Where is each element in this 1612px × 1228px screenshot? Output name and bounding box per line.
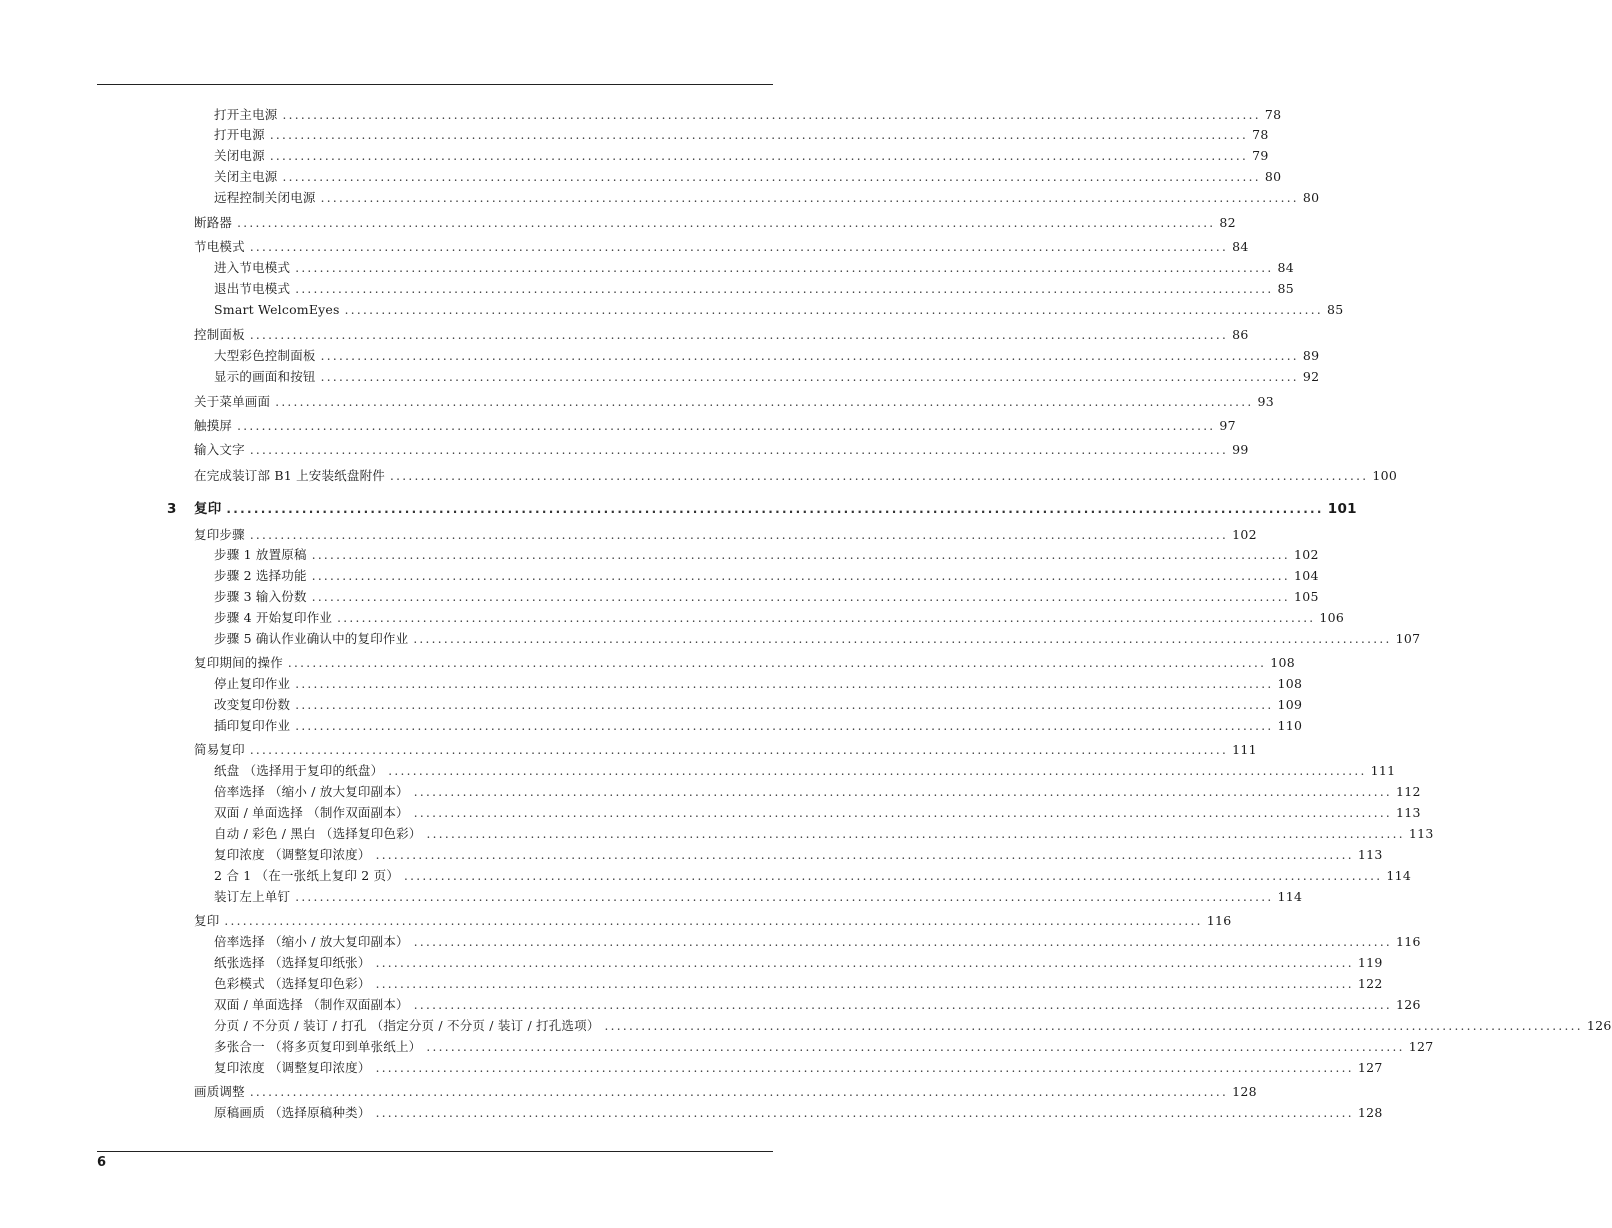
toc-entry-page: 114 [1277, 889, 1303, 904]
toc-entry-page: 86 [1232, 327, 1249, 342]
toc-subsection-entry[interactable] [214, 190, 1320, 206]
toc-entry-page: 128 [1357, 1105, 1383, 1120]
toc-subsection-entry[interactable] [214, 805, 1421, 821]
toc-subsection-entry[interactable] [214, 1039, 1434, 1055]
toc-entry-page: 127 [1408, 1039, 1434, 1054]
toc-entry-page: 105 [1294, 589, 1319, 604]
toc-subsection-entry[interactable] [214, 847, 1383, 863]
toc-leader-dots: ................................................................................................................................................................ [269, 149, 1249, 163]
toc-entry-title: 步骤 2 选择功能 [214, 568, 307, 583]
toc-entry-title: 输入文字 [194, 442, 245, 457]
toc-entry-page: 79 [1252, 148, 1269, 163]
toc-leader-dots: ................................................................................................................................................................ [287, 656, 1267, 670]
toc-entry-title: 触摸屏 [194, 418, 233, 433]
toc-entry-title: 远程控制关闭电源 [214, 190, 316, 205]
toc-subsection-entry[interactable] [214, 568, 1319, 584]
toc-leader-dots: ................................................................................................................................................................ [388, 764, 1367, 778]
toc-entry-page: 92 [1302, 369, 1320, 384]
toc-entry-page: 102 [1294, 547, 1319, 562]
toc-subsection-entry[interactable] [214, 127, 1269, 143]
toc-subsection-entry[interactable] [214, 148, 1269, 164]
chapter-number: 3 [167, 501, 177, 517]
toc-subsection-entry[interactable] [214, 718, 1303, 734]
toc-leader-dots: ................................................................................................................................................................ [249, 743, 1229, 757]
toc-subsection-entry[interactable] [214, 868, 1412, 884]
toc-entry-title: 步骤 1 放置原稿 [214, 547, 307, 562]
toc-leader-dots: ................................................................................................................................................................ [320, 370, 1299, 384]
toc-entry-page: 113 [1396, 805, 1421, 820]
toc-entry-page: 108 [1277, 676, 1303, 691]
toc-leader-dots: ................................................................................................................................................................ [311, 548, 1291, 562]
toc-leader-dots: ................................................................................................................................................................ [237, 419, 1216, 433]
toc-section-entry[interactable] [194, 527, 1257, 543]
toc-entry-title: 停止复印作业 [214, 676, 291, 691]
toc-entry-title: 复印浓度 （调整复印浓度） [214, 847, 371, 862]
toc-leader-dots: ................................................................................................................................................................ [295, 261, 1274, 275]
toc-leader-dots: ................................................................................................................................................................ [404, 869, 1383, 883]
toc-subsection-entry[interactable] [214, 260, 1295, 276]
toc-section-entry[interactable] [194, 239, 1249, 255]
toc-entry-page: 80 [1264, 169, 1282, 184]
toc-entry-title: 纸张选择 （选择复印纸张） [214, 955, 371, 970]
toc-leader-dots: ................................................................................................................................................................ [282, 108, 1261, 122]
toc-subsection-entry[interactable] [214, 369, 1320, 385]
toc-entry-page: 109 [1277, 697, 1303, 712]
toc-section-entry[interactable] [194, 1084, 1257, 1100]
toc-entry-page: 111 [1232, 742, 1257, 757]
toc-leader-dots: ................................................................................................................................................................ [311, 590, 1291, 604]
toc-leader-dots: ................................................................................................................................................................ [249, 240, 1229, 254]
toc-leader-dots: ................................................................................................................................................................ [320, 349, 1299, 363]
toc-subsection-entry[interactable] [214, 676, 1303, 692]
toc-entry-page: 104 [1294, 568, 1319, 583]
toc-subsection-entry[interactable] [214, 631, 1421, 647]
toc-entry-title: 复印期间的操作 [194, 655, 283, 670]
toc-leader-dots: ................................................................................................................................................................ [413, 998, 1393, 1012]
toc-subsection-entry[interactable] [214, 281, 1295, 297]
toc-leader-dots: ................................................................................................................................................................ [375, 956, 1354, 970]
toc-subsection-entry[interactable] [214, 955, 1383, 971]
toc-subsection-entry[interactable] [214, 763, 1396, 779]
toc-subsection-entry[interactable] [214, 302, 1344, 318]
toc-entry-title: 原稿画质 （选择原稿种类） [214, 1105, 371, 1120]
toc-entry-title: 步骤 4 开始复印作业 [214, 610, 333, 625]
toc-entry-title: 色彩模式 （选择复印色彩） [214, 976, 371, 991]
toc-entry-page: 93 [1257, 394, 1275, 409]
toc-section-entry[interactable] [194, 442, 1249, 458]
toc-entry-title: 倍率选择 （缩小 / 放大复印副本） [214, 784, 409, 799]
toc-leader-dots: ................................................................................................................................................................ [249, 328, 1229, 342]
toc-leader-dots: ................................................................................................................................................................ [375, 1106, 1354, 1120]
toc-leader-dots: ................................................................................................................................................................ [226, 502, 1324, 516]
toc-entry-page: 84 [1277, 260, 1295, 275]
toc-section-entry[interactable] [194, 394, 1275, 410]
toc-entry-page: 113 [1408, 826, 1434, 841]
toc-entry-title: 关闭电源 [214, 148, 265, 163]
toc-leader-dots: ................................................................................................................................................................ [295, 282, 1274, 296]
toc-entry-page: 113 [1357, 847, 1383, 862]
toc-subsection-entry[interactable] [214, 547, 1319, 563]
toc-leader-dots: ................................................................................................................................................................ [269, 128, 1249, 142]
toc-entry-page: 126 [1586, 1018, 1612, 1033]
toc-entry-title: 画质调整 [194, 1084, 245, 1099]
toc-leader-dots: ................................................................................................................................................................ [237, 216, 1216, 230]
toc-leader-dots: ................................................................................................................................................................ [295, 698, 1274, 712]
toc-subsection-entry[interactable] [214, 107, 1282, 123]
toc-entry-title: 插印复印作业 [214, 718, 291, 733]
toc-entry-page: 78 [1252, 127, 1269, 142]
toc-leader-dots: ................................................................................................................................................................ [344, 303, 1323, 317]
toc-entry-title: 在完成装订部 B1 上安装纸盘附件 [194, 468, 385, 483]
toc-leader-dots: ................................................................................................................................................................ [426, 827, 1405, 841]
toc-entry-page: 100 [1372, 468, 1398, 483]
toc-leader-dots: ................................................................................................................................................................ [426, 1040, 1405, 1054]
toc-entry-page: 116 [1206, 913, 1232, 928]
toc-entry-title: Smart WelcomEyes [214, 302, 340, 317]
toc-entry-title: 大型彩色控制面板 [214, 348, 316, 363]
toc-entry-page: 108 [1270, 655, 1295, 670]
page-number: 6 [97, 1155, 107, 1170]
toc-entry-page: 112 [1396, 784, 1421, 799]
toc-entry-title: 步骤 5 确认作业确认中的复印作业 [214, 631, 409, 646]
toc-entry-page: 119 [1357, 955, 1383, 970]
toc-entry-page: 85 [1277, 281, 1295, 296]
toc-entry-title: 节电模式 [194, 239, 245, 254]
toc-entry-page: 106 [1319, 610, 1345, 625]
toc-leader-dots: ................................................................................................................................................................ [413, 632, 1392, 646]
toc-subsection-entry[interactable] [214, 1105, 1383, 1121]
toc-entry-title: 自动 / 彩色 / 黑白 （选择复印色彩） [214, 826, 422, 841]
toc-entry-title: 2 合 1 （在一张纸上复印 2 页） [214, 868, 400, 883]
toc-leader-dots: ................................................................................................................................................................ [413, 935, 1393, 949]
toc-leader-dots: ................................................................................................................................................................ [295, 677, 1274, 691]
toc-section-entry[interactable] [194, 655, 1295, 671]
toc-entry-page: 99 [1232, 442, 1249, 457]
toc-entry-title: 多张合一 （将多页复印到单张纸上） [214, 1039, 422, 1054]
toc-section-entry[interactable] [194, 742, 1257, 758]
toc-entry-title: 显示的画面和按钮 [214, 369, 316, 384]
toc-entry-page: 126 [1396, 997, 1421, 1012]
toc-subsection-entry[interactable] [214, 997, 1421, 1013]
toc-leader-dots: ................................................................................................................................................................ [224, 914, 1203, 928]
toc-subsection-entry[interactable] [214, 610, 1345, 626]
toc-leader-dots: ................................................................................................................................................................ [337, 611, 1316, 625]
toc-leader-dots: ................................................................................................................................................................ [275, 395, 1254, 409]
toc-entry-title: 进入节电模式 [214, 260, 291, 275]
toc-entry-title: 双面 / 单面选择 （制作双面副本） [214, 805, 409, 820]
toc-leader-dots: ................................................................................................................................................................ [390, 469, 1369, 483]
toc-entry-title: 复印 [194, 501, 222, 517]
toc-leader-dots: ................................................................................................................................................................ [311, 569, 1291, 583]
toc-entry-title: 关于菜单画面 [194, 394, 271, 409]
toc-leader-dots: ................................................................................................................................................................ [249, 443, 1229, 457]
toc-subsection-entry[interactable] [214, 826, 1434, 842]
toc-section-entry[interactable] [194, 913, 1232, 929]
toc-entry-title: 改变复印份数 [214, 697, 291, 712]
toc-entry-page: 128 [1232, 1084, 1257, 1099]
toc-entry-title: 复印浓度 （调整复印浓度） [214, 1060, 371, 1075]
toc-entry-page: 116 [1396, 934, 1421, 949]
toc-subsection-entry[interactable] [214, 1060, 1383, 1076]
toc-entry-page: 110 [1277, 718, 1303, 733]
toc-entry-title: 纸盘 （选择用于复印的纸盘） [214, 763, 384, 778]
toc-leader-dots: ................................................................................................................................................................ [375, 848, 1354, 862]
toc-entry-page: 101 [1327, 501, 1357, 517]
toc-leader-dots: ................................................................................................................................................................ [413, 806, 1393, 820]
toc-entry-title: 控制面板 [194, 327, 245, 342]
toc-entry-page: 82 [1219, 215, 1236, 230]
toc-entry-page: 85 [1326, 302, 1344, 317]
toc-entry-page: 80 [1302, 190, 1320, 205]
footer-rule [97, 1151, 773, 1152]
toc-subsection-entry[interactable] [214, 169, 1282, 185]
toc-entry-page: 97 [1219, 418, 1236, 433]
toc-entry-title: 双面 / 单面选择 （制作双面副本） [214, 997, 409, 1012]
toc-entry-title: 分页 / 不分页 / 装订 / 打孔 （指定分页 / 不分页 / 装订 / 打孔选项） [214, 1018, 600, 1033]
toc-section-entry[interactable] [194, 215, 1236, 231]
toc-leader-dots: ................................................................................................................................................................ [295, 890, 1274, 904]
toc-leader-dots: ................................................................................................................................................................ [282, 170, 1261, 184]
toc-subsection-entry[interactable] [214, 784, 1421, 800]
toc-entry-title: 复印步骤 [194, 527, 245, 542]
toc-entry-page: 107 [1395, 631, 1421, 646]
toc-entry-title: 复印 [194, 913, 220, 928]
toc-entry-title: 退出节电模式 [214, 281, 291, 296]
toc-entry-page: 122 [1357, 976, 1383, 991]
toc-leader-dots: ................................................................................................................................................................ [604, 1019, 1583, 1033]
toc-entry-page: 102 [1232, 527, 1257, 542]
toc-entry-title: 倍率选择 （缩小 / 放大复印副本） [214, 934, 409, 949]
toc-leader-dots: ................................................................................................................................................................ [413, 785, 1393, 799]
toc-subsection-entry[interactable] [214, 889, 1303, 905]
toc-entry-title: 断路器 [194, 215, 233, 230]
toc-entry-title: 关闭主电源 [214, 169, 278, 184]
toc-leader-dots: ................................................................................................................................................................ [375, 1061, 1354, 1075]
toc-chapter-entry[interactable] [194, 501, 1357, 517]
toc-leader-dots: ................................................................................................................................................................ [295, 719, 1274, 733]
toc-entry-page: 89 [1302, 348, 1320, 363]
toc-entry-title: 装订左上单钉 [214, 889, 291, 904]
toc-leader-dots: ................................................................................................................................................................ [249, 528, 1229, 542]
toc-entry-title: 打开电源 [214, 127, 265, 142]
toc-subsection-entry[interactable] [214, 1018, 1612, 1034]
toc-entry-title: 步骤 3 输入份数 [214, 589, 307, 604]
toc-leader-dots: ................................................................................................................................................................ [375, 977, 1354, 991]
toc-entry-page: 114 [1386, 868, 1412, 883]
toc-entry-title: 打开主电源 [214, 107, 278, 122]
toc-entry-title: 简易复印 [194, 742, 245, 757]
toc-subsection-entry[interactable] [214, 589, 1319, 605]
toc-entry-page: 111 [1370, 763, 1396, 778]
toc-subsection-entry[interactable] [214, 976, 1383, 992]
toc-leader-dots: ................................................................................................................................................................ [320, 191, 1299, 205]
toc-section-entry[interactable] [194, 468, 1398, 484]
toc-subsection-entry[interactable] [214, 697, 1303, 713]
toc-subsection-entry[interactable] [214, 934, 1421, 950]
toc-leader-dots: ................................................................................................................................................................ [249, 1085, 1229, 1099]
toc-entry-page: 127 [1357, 1060, 1383, 1075]
toc-section-entry[interactable] [194, 418, 1236, 434]
toc-entry-page: 78 [1264, 107, 1282, 122]
toc-entry-page: 84 [1232, 239, 1249, 254]
toc-section-entry[interactable] [194, 327, 1249, 343]
toc-subsection-entry[interactable] [214, 348, 1320, 364]
